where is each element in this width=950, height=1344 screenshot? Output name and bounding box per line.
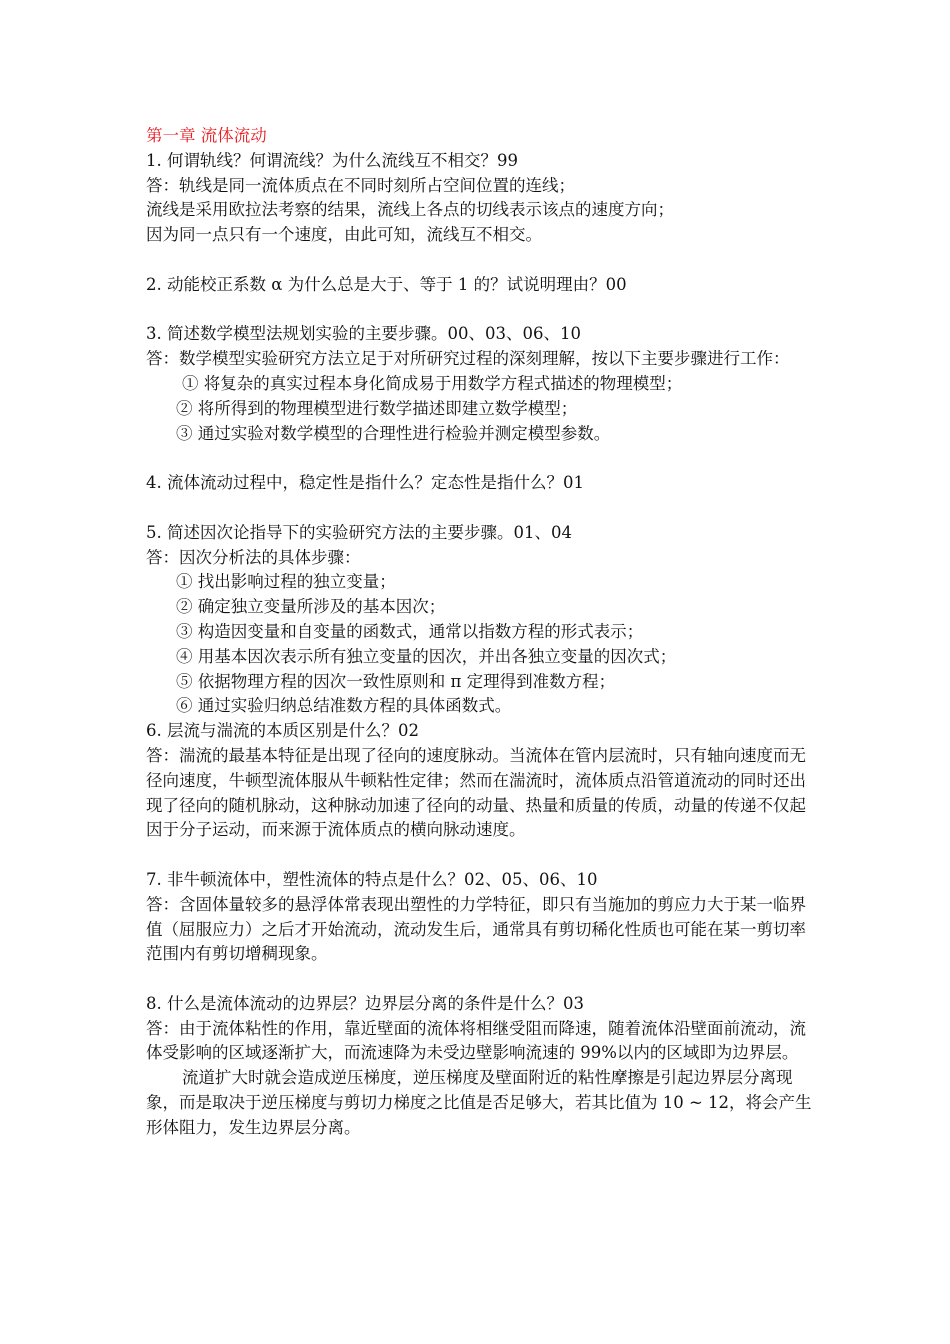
chapter-title: 第一章 流体流动 bbox=[146, 126, 267, 145]
answer-5-step-3: ③ 构造因变量和自变量的函数式，通常以指数方程的形式表示； bbox=[176, 621, 644, 641]
document-body bbox=[146, 124, 814, 1141]
question-5: 5. 简述因次论指导下的实验研究方法的主要步骤。01、04 bbox=[146, 522, 572, 542]
answer-8: 答：由于流体粘性的作用，靠近壁面的流体将相继受阻而降速，随着流体沿壁面前流动，流体受影响的区域逐渐扩大，而流速降为未受边壁影响流速的 99%以内的区域即为边界层。 bbox=[146, 1018, 806, 1063]
answer-5: 答：因次分析法的具体步骤： bbox=[146, 547, 361, 567]
answer-5-step-5: ⑤ 依据物理方程的因次一致性原则和 π 定理得到准数方程； bbox=[176, 671, 616, 691]
answer-3: 答：数学模型实验研究方法立足于对所研究过程的深刻理解，按以下主要步骤进行工作： bbox=[146, 349, 790, 369]
spacer bbox=[146, 967, 814, 992]
spacer bbox=[146, 248, 814, 273]
answer-3-step-3: ③ 通过实验对数学模型的合理性进行检验并测定模型参数。 bbox=[176, 423, 611, 443]
question-8: 8. 什么是流体流动的边界层？边界层分离的条件是什么？03 bbox=[146, 993, 584, 1013]
question-1: 1. 何谓轨线？何谓流线？为什么流线互不相交？99 bbox=[146, 150, 518, 170]
answer-3-step-2: ② 将所得到的物理模型进行数学描述即建立数学模型； bbox=[176, 398, 578, 418]
spacer bbox=[146, 298, 814, 323]
question-6: 6. 层流与湍流的本质区别是什么？02 bbox=[146, 721, 419, 741]
question-7: 7. 非牛顿流体中，塑性流体的特点是什么？02、05、06、10 bbox=[146, 869, 598, 889]
answer-6: 答：湍流的最基本特征是出现了径向的速度脉动。当流体在管内层流时，只有轴向速度而无径向速度，牛顿型流体服从牛顿粘性定律；然而在湍流时，流体质点沿管道流动的同时还出现了径向的随机脉动，这种脉动加速了径向的动量、热量和质量的传质，动量的传递不仅起因于分子运动，而来源于流体质点的横向脉动速度。 bbox=[146, 745, 806, 840]
spacer bbox=[146, 843, 814, 868]
answer-5-step-4: ④ 用基本因次表示所有独立变量的因次，并出各独立变量的因次式； bbox=[176, 646, 677, 666]
answer-8-paragraph-2: 流道扩大时就会造成逆压梯度，逆压梯度及壁面附近的粘性摩擦是引起边界层分离现象，而是取决于逆压梯度与剪切力梯度之比值是否足够大，若其比值为 10 ~ 12，将会产生形体阻力，发生边界层分离。 bbox=[146, 1068, 812, 1137]
question-2: 2. 动能校正系数 α 为什么总是大于、等于 1 的？试说明理由？00 bbox=[146, 274, 627, 294]
answer-1-line-2: 流线是采用欧拉法考察的结果，流线上各点的切线表示该点的速度方向； bbox=[146, 200, 674, 220]
spacer bbox=[146, 446, 814, 471]
answer-7: 答：含固体量较多的悬浮体常表现出塑性的力学特征，即只有当施加的剪应力大于某一临界值（屈服应力）之后才开始流动，流动发生后，通常具有剪切稀化性质也可能在某一剪切率范围内有剪切增稠现象。 bbox=[146, 894, 806, 964]
answer-5-step-6: ⑥ 通过实验归纳总结准数方程的具体函数式。 bbox=[176, 696, 512, 716]
answer-5-step-2: ② 确定独立变量所涉及的基本因次； bbox=[176, 597, 446, 617]
answer-5-step-1: ① 找出影响过程的独立变量； bbox=[176, 572, 396, 592]
answer-1-line-3: 因为同一点只有一个速度，由此可知，流线互不相交。 bbox=[146, 225, 542, 245]
question-4: 4. 流体流动过程中，稳定性是指什么？定态性是指什么？01 bbox=[146, 473, 584, 493]
answer-1-line-1: 答：轨线是同一流体质点在不同时刻所占空间位置的连线； bbox=[146, 175, 575, 195]
question-3: 3. 简述数学模型法规划实验的主要步骤。00、03、06、10 bbox=[146, 324, 581, 344]
answer-3-step-1: ① 将复杂的真实过程本身化简成易于用数学方程式描述的物理模型； bbox=[182, 373, 683, 393]
spacer bbox=[146, 496, 814, 521]
